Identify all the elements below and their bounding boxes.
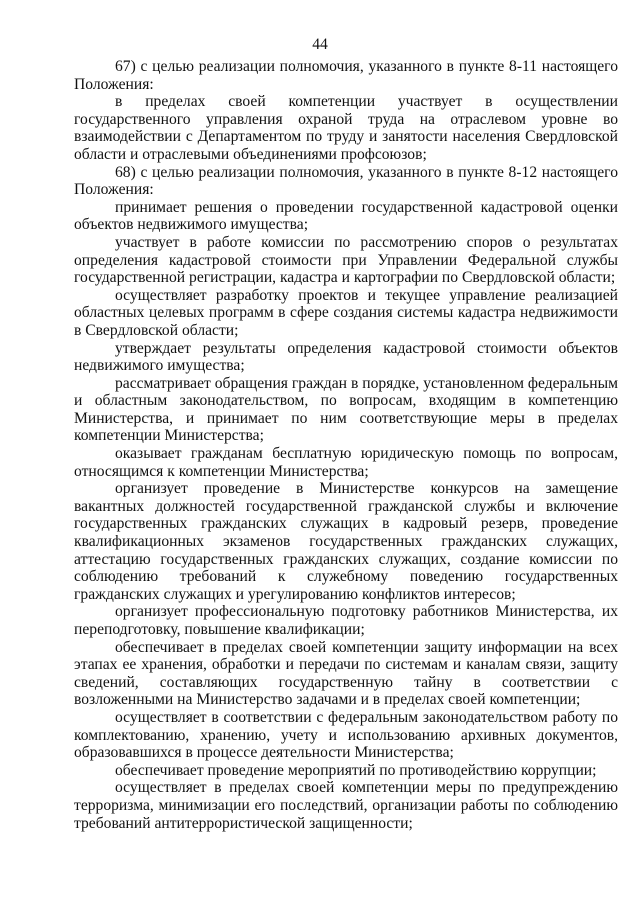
paragraph: в пределах своей компетенции участвует в осуществлении государственного управления охраной труда на отраслевом уровне во взаимодействии с Департаментом по труду и занятости населения Свердловской области и отраслевыми объединениями профсоюзов; — [74, 93, 618, 163]
paragraph: участвует в работе комиссии по рассмотрению споров о результатах определения кадастровой стоимости при Управлении Федеральной службы государственной регистрации, кадастра и картографии по Свердловской области; — [74, 233, 618, 287]
page-number: 44 — [312, 36, 328, 53]
paragraph: принимает решения о проведении государственной кадастровой оценки объектов недвижимого имущества; — [74, 198, 618, 234]
paragraph: организует профессиональную подготовку работников Министерства, их переподготовку, повышение квалификации; — [74, 603, 618, 638]
paragraph-68: 68) с целью реализации полномочия, указанного в пункте 8-12 настоящего Положения: — [74, 163, 618, 199]
paragraph-67: 67) с целью реализации полномочия, указанного в пункте 8-11 настоящего Положения: — [74, 58, 618, 93]
document-body — [74, 58, 618, 832]
paragraph: организует проведение в Министерстве конкурсов на замещение вакантных должностей государственной гражданской службы и включение государственных гражданских служащих в кадровый резерв, проведение квалификационных экзаменов государственных гражданских служащих, аттестацию государственных гражданских служащих, создание комиссии по соблюдению требований к служебному поведению государственных гражданских служащих и урегулированию конфликтов интересов; — [74, 480, 618, 603]
paragraph: осуществляет в пределах своей компетенции меры по предупреждению терроризма, минимизации его последствий, организации работы по соблюдению требований антитеррористической защищенности; — [74, 779, 618, 832]
paragraph: рассматривает обращения граждан в порядке, установленном федеральным и областным законодательством, по вопросам, входящим в компетенцию Министерства, и принимает по ним соответствующие меры в пределах компетенции Министерства; — [74, 374, 618, 445]
paragraph: оказывает гражданам бесплатную юридическую помощь по вопросам, относящимся к компетенции Министерства; — [74, 445, 618, 480]
paragraph: обеспечивает в пределах своей компетенции защиту информации на всех этапах ее хранения, обработки и передачи по системам и каналам связи, защиту сведений, составляющих государственную тайну в соответствии с возложенными на Министерство задачами и в пределах своей компетенции; — [74, 638, 618, 709]
paragraph: осуществляет в соответствии с федеральным законодательством работу по комплектованию, хранению, учету и использованию архивных документов, образовавшихся в процессе деятельности Министерства; — [74, 708, 618, 762]
paragraph: утверждает результаты определения кадастровой стоимости объектов недвижимого имущества; — [74, 339, 618, 375]
paragraph: обеспечивает проведение мероприятий по противодействию коррупции; — [115, 761, 597, 779]
paragraph: осуществляет разработку проектов и текущее управление реализацией областных целевых программ в сфере создания системы кадастра недвижимости в Свердловской области; — [74, 286, 618, 339]
